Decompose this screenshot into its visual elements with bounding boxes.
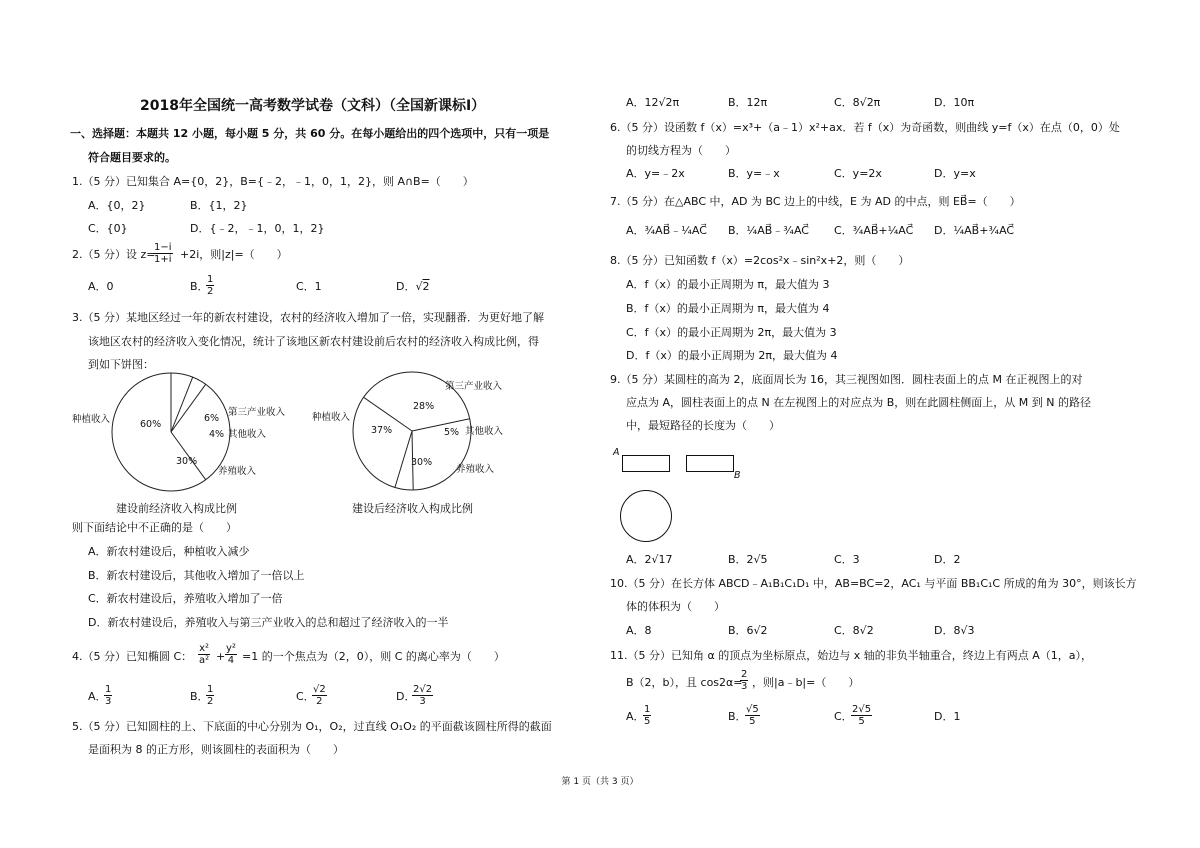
q4-fraction-y: $\frac{\text{y²}}{4}$ (226, 643, 236, 666)
q10-line-2: 体的体积为（ ） (626, 600, 725, 613)
q6-option-a: A．y=﹣2x (626, 167, 685, 180)
q6-line-2: 的切线方程为（ ） (626, 144, 736, 157)
q11-option-d: D．1 (934, 710, 961, 723)
q5-option-a: A．12√2π (626, 96, 680, 109)
q9-line-2: 应点为 A，圆柱表面上的点 N 在左视图上的对应点为 B，则在此圆柱侧面上，从 M 到 N 的路径 (626, 396, 1091, 409)
q4-option-b-fraction: $\frac{1}{2}$ (207, 684, 214, 707)
q10-line-1: 10.（5 分）在长方体 ABCD﹣A₁B₁C₁D₁ 中，AB=BC=2，AC₁ 与平面 BB₁C₁C 所成的角为 30°，则该长方 (610, 577, 1137, 590)
q9-front-view (622, 455, 670, 472)
q10-option-b: B．6√2 (728, 624, 768, 637)
q11-fraction: $\frac{2}{3}$ (741, 669, 748, 692)
pie1-label-planting: 种植收入 (72, 414, 111, 425)
pie2-label-tertiary: 第三产业收入 (445, 381, 503, 392)
q2-option-b: B． (190, 280, 209, 293)
q11-option-a-fraction: $\frac{1}{5}$ (644, 704, 651, 727)
q7-option-d: D．¼AB⃗+¾AC⃗ (934, 224, 1015, 237)
q3-line-3: 到如下饼图： (88, 358, 154, 371)
q8-option-d: D．f（x）的最小正周期为 2π，最大值为 4 (626, 349, 838, 362)
q8-option-b: B．f（x）的最小正周期为 π，最大值为 4 (626, 302, 830, 315)
q11-line-2-post: ，则|a﹣b|=（ ） (752, 676, 860, 689)
q2-option-a: A．0 (88, 280, 114, 293)
pie1-label-breeding: 养殖收入 (218, 466, 257, 477)
pie1-title: 建设前经济收入构成比例 (116, 502, 237, 515)
q9-label-b: B (734, 470, 741, 481)
q4-option-c: C． (296, 690, 315, 703)
q9-option-a: A．2√17 (626, 553, 673, 566)
q3-line-2: 该地区农村的经济收入变化情况，统计了该地区新农村建设前后农村的经济收入构成比例，得 (88, 335, 539, 348)
q9-line-3: 中，最短路径的长度为（ ） (626, 419, 780, 432)
q4-option-b: B． (190, 690, 209, 703)
q11-option-a: A． (626, 710, 645, 723)
q1-stem: 1.（5 分）已知集合 A={0，2}，B={﹣2，﹣1，0，1，2}，则 A∩B=（ ） (72, 175, 474, 188)
q1-option-b: B．{1，2} (190, 199, 248, 212)
pie2-pct-other: 5% (444, 427, 460, 438)
q1-option-c: C．{0} (88, 222, 128, 235)
q6-option-c: C．y=2x (834, 167, 882, 180)
q9-option-d: D．2 (934, 553, 961, 566)
pie2-pct-tertiary: 28% (413, 401, 435, 412)
pie2-label-breeding: 养殖收入 (456, 464, 495, 475)
q4-option-c-fraction: $\frac{√2}{2}$ (313, 684, 326, 707)
q10-option-c: C．8√2 (834, 624, 874, 637)
q2-stem-pre: 2.（5 分）设 z= (72, 248, 156, 261)
pie2-pct-planting: 37% (371, 425, 393, 436)
q10-option-a: A．8 (626, 624, 652, 637)
section-heading: 一、选择题：本题共 12 小题，每小题 5 分，共 60 分。在每小题给出的四个选项中，只有一项是 (70, 127, 550, 140)
q5-line-2: 是面积为 8 的正方形，则该圆柱的表面积为（ ） (88, 743, 344, 756)
q3-line-1: 3.（5 分）某地区经过一年的新农村建设，农村的经济收入增加了一倍，实现翻番．为更好地了解 (72, 311, 544, 324)
q9-label-a: A (613, 447, 620, 458)
q8-stem: 8.（5 分）已知函数 f（x）=2cos²x﹣sin²x+2，则（ ） (610, 254, 910, 267)
pie1-pct-other: 4% (209, 429, 225, 440)
q11-line-1: 11.（5 分）已知角 α 的顶点为坐标原点，始边与 x 轴的非负半轴重合，终边上有两点 A（1，a）， (610, 649, 1092, 662)
q5-line-1: 5.（5 分）已知圆柱的上、下底面的中心分别为 O₁，O₂，过直线 O₁O₂ 的平面截该圆柱所得的截面 (72, 720, 552, 733)
pie2-label-planting: 种植收入 (312, 412, 351, 423)
q9-side-view (686, 455, 734, 472)
q8-option-c: C．f（x）的最小正周期为 2π，最大值为 3 (626, 326, 837, 339)
q4-stem-post: =1 的一个焦点为（2，0），则 C 的离心率为（ ） (242, 650, 505, 663)
q11-option-c-fraction: $\frac{2√5}{5}$ (852, 704, 872, 727)
page-title: 2018年全国统一高考数学试卷（文科）（全国新课标Ⅰ） (140, 98, 486, 114)
q4-plus: + (216, 650, 226, 663)
section-heading-cont: 符合题目要求的。 (88, 151, 176, 164)
q10-option-d: D．8√3 (934, 624, 975, 637)
q3-option-b: B．新农村建设后，其他收入增加了一倍以上 (88, 569, 305, 582)
q3-option-c: C．新农村建设后，养殖收入增加了一倍 (88, 592, 283, 605)
q9-line-1: 9.（5 分）某圆柱的高为 2，底面周长为 16，其三视图如图．圆柱表面上的点 M 在正视图上的对 (610, 373, 1083, 386)
q1-option-d: D．{﹣2，﹣1，0，1，2} (190, 222, 325, 235)
q3-option-a: A．新农村建设后，种植收入减少 (88, 545, 250, 558)
pie2-title: 建设后经济收入构成比例 (352, 502, 473, 515)
q1-option-a: A．{0，2} (88, 199, 146, 212)
q5-option-d: D．10π (934, 96, 975, 109)
q4-stem-pre: 4.（5 分）已知椭圆 C： (72, 650, 193, 663)
q11-option-c: C． (834, 710, 853, 723)
q5-option-b: B．12π (728, 96, 768, 109)
pie1-pct-planting: 60% (140, 419, 162, 430)
q4-option-d-fraction: $\frac{2√2}{3}$ (413, 684, 433, 707)
q9-option-c: C．3 (834, 553, 860, 566)
q4-option-a: A． (88, 690, 107, 703)
q2-fraction: $\frac{1-i}{1+i}$ (154, 242, 172, 265)
q2-option-c: C．1 (296, 280, 322, 293)
q2-stem-post: +2i，则|z|=（ ） (180, 248, 288, 261)
pie1-pct-breeding: 30% (176, 456, 198, 467)
q11-line-2-pre: B（2，b），且 cos2α= (626, 676, 743, 689)
page-footer: 第 1 页（共 3 页） (561, 777, 639, 787)
q3-option-d: D．新农村建设后，养殖收入与第三产业收入的总和超过了经济收入的一半 (88, 616, 449, 629)
q6-option-b: B．y=﹣x (728, 167, 780, 180)
q2-option-d: D．√2 (396, 280, 430, 293)
pie1-pct-tertiary: 6% (204, 413, 220, 424)
q7-option-c: C．¾AB⃗+¼AC⃗ (834, 224, 914, 237)
q9-option-b: B．2√5 (728, 553, 768, 566)
pie1-label-tertiary: 第三产业收入 (228, 407, 286, 418)
pie2-label-other: 其他收入 (465, 426, 504, 437)
q7-option-a: A．¾AB⃗﹣¼AC⃗ (626, 224, 707, 237)
q4-option-d: D． (396, 690, 416, 703)
q4-fraction-x: $\frac{\text{x²}}{\text{a²}}$ (199, 643, 210, 666)
q2-option-b-fraction: $\frac{1}{2}$ (207, 274, 214, 297)
q6-line-1: 6.（5 分）设函数 f（x）=x³+（a﹣1）x²+ax．若 f（x）为奇函数，则曲线 y=f（x）在点（0，0）处 (610, 121, 1120, 134)
q11-option-b: B． (728, 710, 747, 723)
pie1-label-other: 其他收入 (228, 429, 267, 440)
q8-option-a: A．f（x）的最小正周期为 π，最大值为 3 (626, 278, 830, 291)
q5-option-c: C．8√2π (834, 96, 881, 109)
q3-question: 则下面结论中不正确的是（ ） (72, 521, 237, 534)
q4-option-a-fraction: $\frac{1}{3}$ (105, 684, 112, 707)
q9-top-view (620, 490, 672, 542)
pie2-pct-breeding: 30% (411, 457, 433, 468)
q7-option-b: B．¼AB⃗﹣¾AC⃗ (728, 224, 809, 237)
q11-option-b-fraction: $\frac{√5}{5}$ (746, 704, 759, 727)
q6-option-d: D．y=x (934, 167, 976, 180)
q7-stem: 7.（5 分）在△ABC 中，AD 为 BC 边上的中线，E 为 AD 的中点，则 EB⃗=（ ） (610, 195, 1021, 208)
